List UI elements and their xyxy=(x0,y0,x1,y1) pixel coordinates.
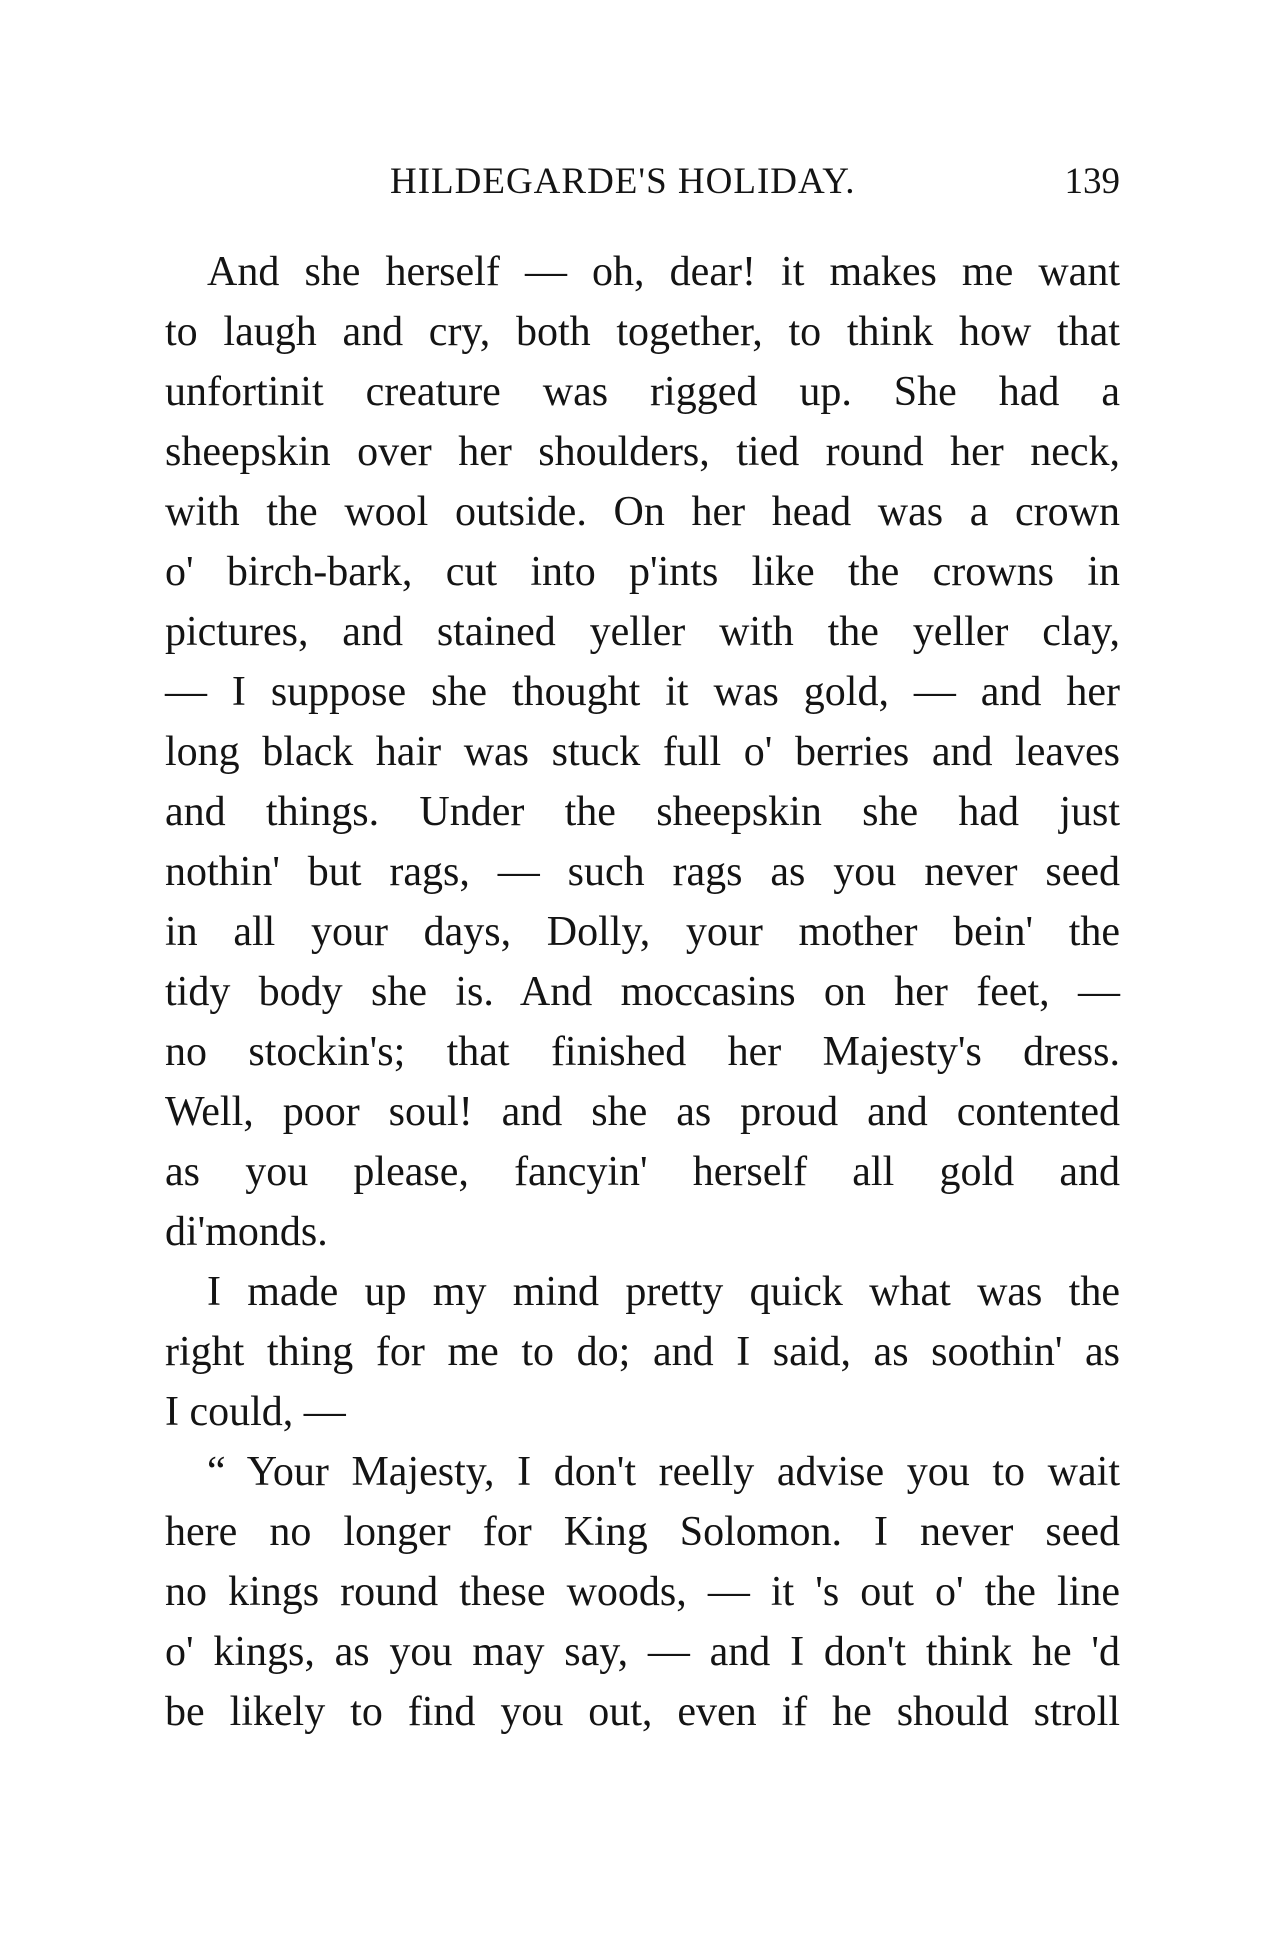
text-line: and things. Under the sheepskin she had just xyxy=(165,789,1120,835)
text-line: Well, poor soul! and she as proud and contented xyxy=(165,1089,1120,1135)
running-head xyxy=(165,160,1120,210)
text-line: tidy body she is. And moccasins on her feet, — xyxy=(165,969,1120,1015)
text-line: And she herself — oh, dear! it makes me want xyxy=(207,249,1120,295)
running-title: HILDEGARDE'S HOLIDAY. xyxy=(390,161,856,202)
text-line: as you please, fancyin' herself all gold and xyxy=(165,1149,1120,1195)
text-line: nothin' but rags, — such rags as you never seed xyxy=(165,849,1120,895)
text-line: no kings round these woods, — it 's out o' the line xyxy=(165,1569,1120,1615)
text-line: — I suppose she thought it was gold, — and her xyxy=(165,669,1120,715)
text-line: I could, — xyxy=(165,1389,346,1435)
text-line: unfortinit creature was rigged up. She had a xyxy=(165,369,1120,415)
text-line: be likely to find you out, even if he should stroll xyxy=(165,1689,1120,1735)
page-number: 139 xyxy=(1064,161,1120,202)
text-line: with the wool outside. On her head was a crown xyxy=(165,489,1120,535)
text-line: o' birch-bark, cut into p'ints like the crowns in xyxy=(165,549,1120,595)
text-line: “ Your Majesty, I don't reelly advise you to wait xyxy=(207,1449,1120,1495)
text-line: I made up my mind pretty quick what was the xyxy=(207,1269,1120,1315)
text-line: here no longer for King Solomon. I never seed xyxy=(165,1509,1120,1555)
text-line: pictures, and stained yeller with the yeller clay, xyxy=(165,609,1120,655)
body-text xyxy=(165,242,1120,1742)
text-line: to laugh and cry, both together, to think how that xyxy=(165,309,1120,355)
text-line: sheepskin over her shoulders, tied round her neck, xyxy=(165,429,1120,475)
text-line: no stockin's; that finished her Majesty's dress. xyxy=(165,1029,1120,1075)
text-line: di'monds. xyxy=(165,1209,328,1255)
text-line: right thing for me to do; and I said, as soothin' as xyxy=(165,1329,1120,1375)
text-line: in all your days, Dolly, your mother bein' the xyxy=(165,909,1120,955)
text-line: long black hair was stuck full o' berries and leaves xyxy=(165,729,1120,775)
text-line: o' kings, as you may say, — and I don't think he 'd xyxy=(165,1629,1120,1675)
